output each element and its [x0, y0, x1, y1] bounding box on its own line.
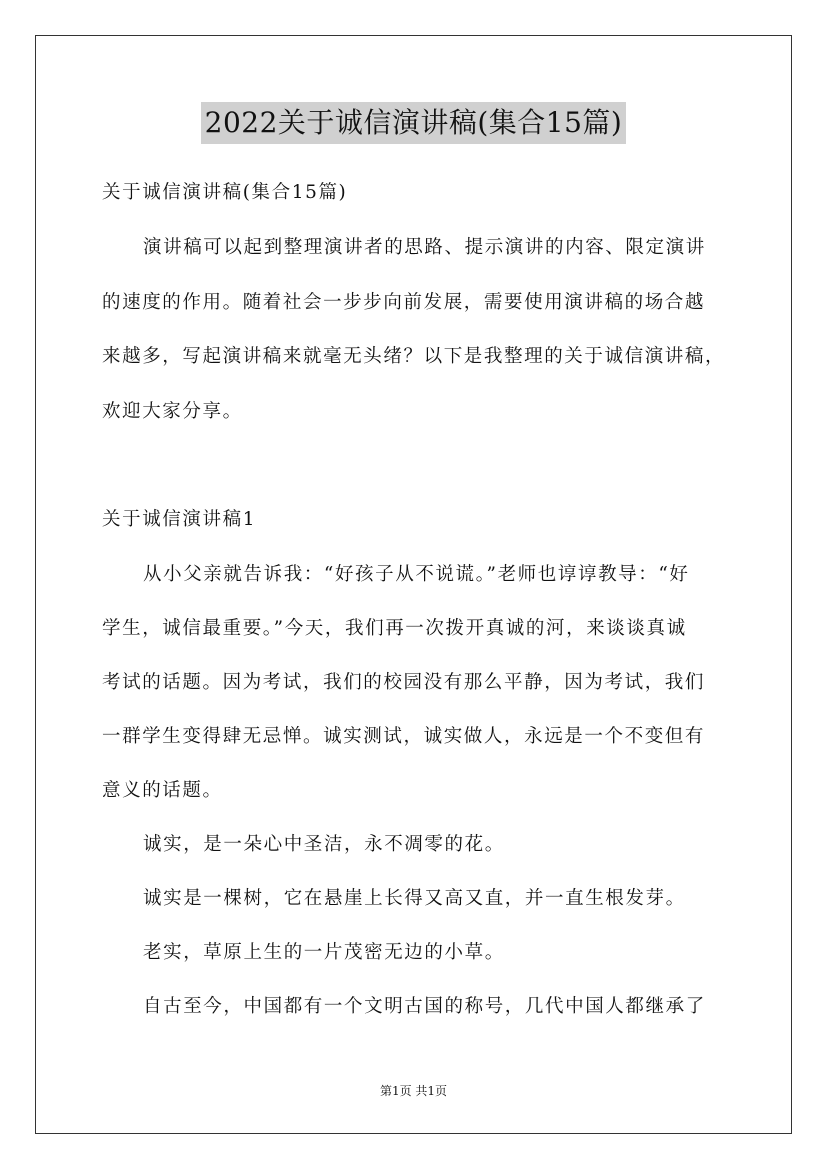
intro-line: 演讲稿可以起到整理演讲者的思路、提示演讲的内容、限定演讲 [143, 237, 706, 258]
body-line: 老实，草原上生的一片茂密无边的小草。 [143, 942, 505, 963]
body-line: 一群学生变得肆无忌惮。诚实测试，诚实做人，永远是一个不变但有 [102, 726, 706, 747]
title-container [0, 102, 827, 144]
body-line: 诚实，是一朵心中圣洁，永不凋零的花。 [143, 834, 505, 855]
body-line: 诚实是一棵树，它在悬崖上长得又高又直，并一直生根发芽。 [143, 888, 686, 909]
body-line: 自古至今，中国都有一个文明古国的称号，几代中国人都继承了 [143, 996, 706, 1017]
document-title: 2022关于诚信演讲稿(集合15篇) [201, 102, 627, 144]
intro-line: 的速度的作用。随着社会一步步向前发展，需要使用演讲稿的场合越 [102, 292, 706, 313]
document-subtitle: 关于诚信演讲稿(集合15篇) [102, 182, 348, 203]
body-line: 从小父亲就告诉我：“好孩子从不说谎。”老师也谆谆教导：“好 [143, 564, 690, 585]
intro-line: 欢迎大家分享。 [102, 401, 243, 422]
body-line: 意义的话题。 [102, 780, 223, 801]
section-heading: 关于诚信演讲稿1 [102, 509, 257, 530]
intro-line: 来越多，写起演讲稿来就毫无头绪？以下是我整理的关于诚信演讲稿， [102, 346, 726, 367]
body-line: 学生，诚信最重要。”今天，我们再一次拨开真诚的河，来谈谈真诚 [102, 618, 687, 639]
page-number-footer: 第1页 共1页 [379, 1084, 448, 1098]
body-line: 考试的话题。因为考试，我们的校园没有那么平静，因为考试，我们 [102, 672, 706, 693]
